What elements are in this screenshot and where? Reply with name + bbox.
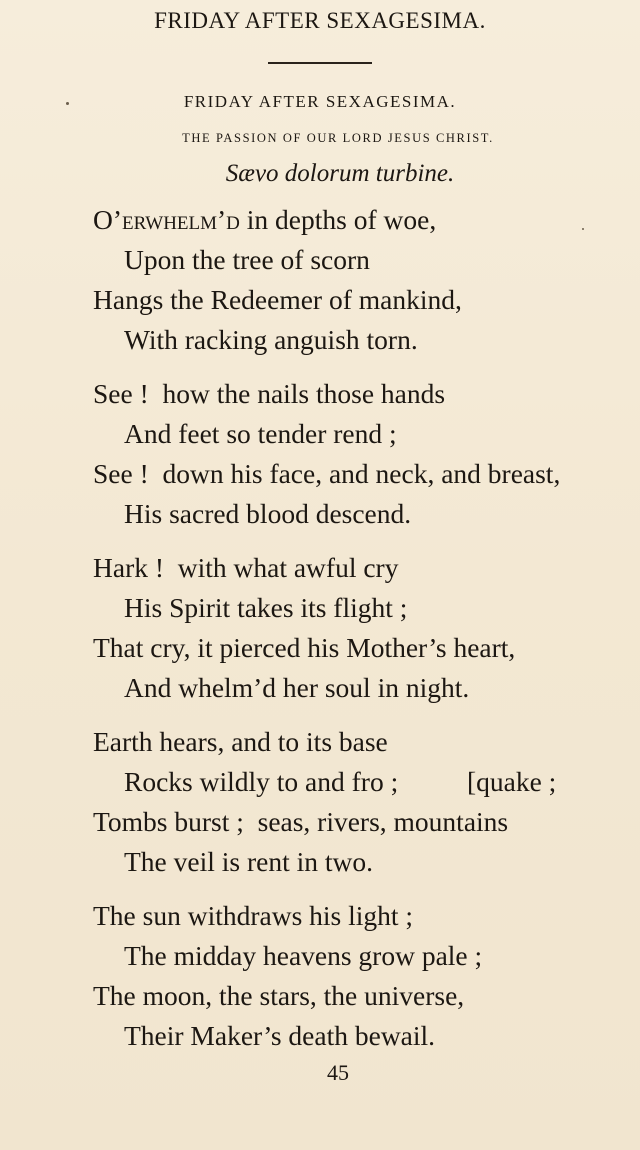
verse-line: His sacred blood descend.: [124, 498, 412, 529]
verse-line: Hark ! with what awful cry: [93, 552, 399, 583]
verse-small-caps-word: erwhelm’d: [122, 204, 240, 235]
verse-line-rest: in depths of woe,: [239, 204, 437, 235]
verse-line: Rocks wildly to and fro ; [quake ;: [124, 766, 557, 797]
verse-line: Tombs burst ; seas, rivers, mountains: [93, 806, 509, 837]
page-number: 45: [327, 1060, 349, 1085]
verse-line: Upon the tree of scorn: [124, 244, 370, 275]
latin-incipit: Sævo dolorum turbine.: [225, 160, 455, 187]
verse-line: And whelm’d her soul in night.: [124, 672, 470, 703]
verse-line: See ! how the nails those hands: [93, 378, 446, 409]
verse-line: Their Maker’s death bewail.: [124, 1020, 436, 1051]
verse-line: The midday heavens grow pale ;: [124, 940, 483, 971]
verse-line: Hangs the Redeemer of mankind,: [93, 284, 462, 315]
verse-line: The moon, the stars, the universe,: [93, 980, 465, 1011]
verse-line: The veil is rent in two.: [124, 846, 373, 877]
verse-line: That cry, it pierced his Mother’s heart,: [93, 632, 516, 663]
hymn-subtitle: THE PASSION OF OUR LORD JESUS CHRIST.: [182, 131, 494, 145]
verse-initial: O’: [93, 204, 123, 235]
verse-line: [93, 203, 436, 237]
running-head: FRIDAY AFTER SEXAGESIMA.: [154, 8, 486, 33]
verse-line: And feet so tender rend ;: [124, 418, 397, 449]
header-rule: [268, 62, 372, 64]
paper-speck: [582, 228, 584, 230]
verse-line: With racking anguish torn.: [124, 324, 418, 355]
hymn-title: FRIDAY AFTER SEXAGESIMA.: [183, 92, 457, 111]
verse-line: See ! down his face, and neck, and breast,: [93, 458, 561, 489]
verse-line: The sun withdraws his light ;: [93, 900, 414, 931]
verse-line: His Spirit takes its flight ;: [124, 592, 408, 623]
verse-line: Earth hears, and to its base: [93, 726, 388, 757]
